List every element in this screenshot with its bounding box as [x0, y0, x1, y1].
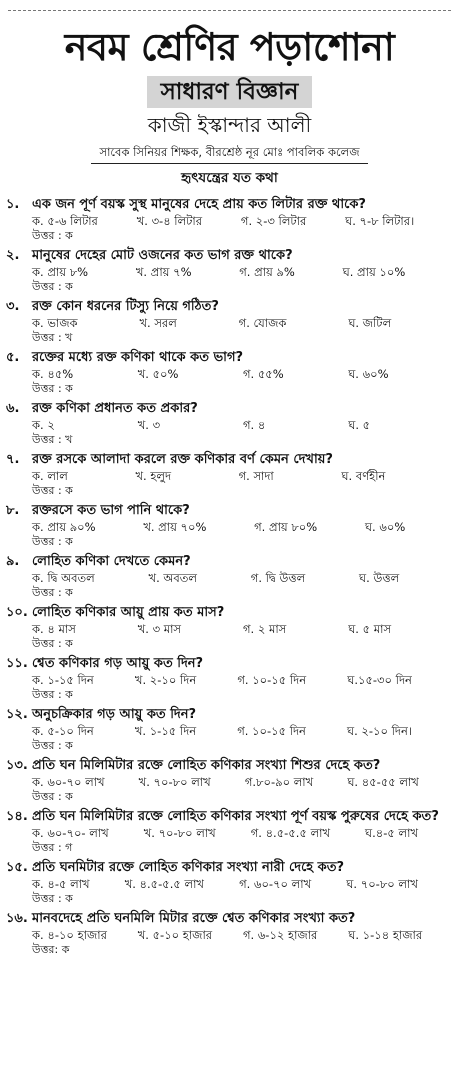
question-number: ৩. [6, 299, 20, 314]
option-kha: খ. ৩ মাস [137, 622, 182, 636]
question-line [6, 706, 453, 723]
question-text: প্রতি ঘনমিটার রক্তে লোহিত কণিকার সংখ্যা নারী দেহে কত? [32, 860, 345, 875]
option-gha: ঘ. ৭-৮ লিটার। [345, 214, 415, 228]
question-text: মানুষের দেহের মোট ওজনের কত ভাগ রক্ত থাকে? [32, 248, 293, 263]
option-ga: গ. ৬০-৭০ লাখ [239, 877, 312, 891]
question-line [6, 553, 453, 570]
options-row [6, 927, 453, 943]
option-kha: খ. প্রায় ৭% [135, 265, 192, 279]
options-row [6, 417, 453, 433]
question-line [6, 349, 453, 366]
option-ka: ক. ২ [32, 418, 55, 432]
options-row [6, 774, 453, 790]
options-row [6, 519, 453, 535]
option-ga: গ. প্রায় ৮০% [254, 520, 318, 534]
option-ka: ক. ৪-৫ লাখ [32, 877, 90, 891]
question-number: ২. [6, 248, 20, 263]
question-text: মানবদেহে প্রতি ঘনমিলি মিটার রক্তে শ্বেত কণিকার সংখ্যা কত? [32, 911, 356, 926]
question-text: রক্ত রসকে আলাদা করলে রক্ত কণিকার বর্ণ কেমন দেখায়? [32, 452, 333, 467]
question-item [6, 553, 453, 600]
option-ka: ক. লাল [32, 469, 68, 483]
option-kha: খ. ৩-৪ লিটার [136, 214, 203, 228]
question-number: ১৪. [6, 809, 28, 824]
answer-line: উত্তর : খ [32, 433, 73, 446]
answer-line: উত্তর : ক [32, 790, 73, 803]
author-designation: সাবেক সিনিয়র শিক্ষক, বীরশ্রেষ্ঠ নূর মোঃ পাবলিক কলেজ [91, 142, 367, 164]
question-item [6, 706, 453, 753]
option-ka: ক. ৬০-৭০ লাখ [32, 775, 105, 789]
option-gha: ঘ.১৫-৩০ দিন [347, 673, 412, 687]
options-row [6, 264, 453, 280]
option-kha: খ. ৩ [137, 418, 161, 432]
question-text: প্রতি ঘন মিলিমিটার রক্তে লোহিত কণিকার সংখ্যা পূর্ণ বয়স্ক পুরুষের দেহে কত? [32, 809, 439, 824]
question-line [6, 604, 453, 621]
answer-line: উত্তর : ক [32, 229, 73, 242]
question-number: ৯. [6, 554, 20, 569]
options-row [6, 621, 453, 637]
answer-line: উত্তর: ক [32, 943, 70, 956]
question-line [6, 451, 453, 468]
option-kha: খ. প্রায় ৭০% [143, 520, 207, 534]
question-item [6, 859, 453, 906]
option-ga: গ. ৪.৫-৫.৫ লাখ [250, 826, 331, 840]
option-ga: গ. ১০-১৫ দিন [237, 724, 306, 738]
subject-banner [0, 76, 459, 108]
option-ga: গ. ১০-১৫ দিন [237, 673, 307, 687]
option-kha: খ. ৭০-৮০ লাখ [138, 775, 211, 789]
answer-line: উত্তর : ক [32, 382, 73, 395]
question-item [6, 196, 453, 243]
question-number: ৬. [6, 401, 20, 416]
question-number: ১. [6, 197, 20, 212]
answer-line: উত্তর : ক [32, 688, 73, 701]
question-number: ১২. [6, 707, 28, 722]
answer-line: উত্তর : ক [32, 484, 73, 497]
question-number: ৫. [6, 350, 20, 365]
option-kha: খ. ৪.৫-৫.৫ লাখ [124, 877, 204, 891]
option-ka: ক. প্রায় ৯০% [32, 520, 96, 534]
question-line [6, 247, 453, 264]
question-text: লোহিত কণিকার আয়ু প্রায় কত মাস? [32, 605, 225, 620]
question-line [6, 298, 453, 315]
option-gha: ঘ. ৫ [348, 418, 371, 432]
options-row [6, 672, 453, 688]
option-ka: ক. ৬০-৭০- লাখ [32, 826, 109, 840]
question-text: প্রতি ঘন মিলিমিটার রক্তে লোহিত কণিকার সংখ্যা শিশুর দেহে কত? [32, 758, 381, 773]
section-title: হৃৎযন্ত্রের যত কথা [181, 170, 278, 186]
option-kha: খ. ৫০% [137, 367, 179, 381]
option-ga: গ. ২ মাস [242, 622, 287, 636]
option-ga: গ. দ্বি উত্তল [250, 571, 306, 585]
question-text: এক জন পূর্ণ বয়স্ক সুস্থ মানুষের দেহে প্রায় কত লিটার রক্ত থাকে? [32, 197, 366, 212]
answer-line: উত্তর : ক [32, 586, 73, 599]
question-text: রক্ত কণিকা প্রধানত কত প্রকার? [32, 401, 198, 416]
options-row [6, 876, 453, 892]
option-ka: ক. প্রায় ৮% [32, 265, 89, 279]
option-gha: ঘ.৪-৫ লাখ [365, 826, 418, 840]
option-ka: ক. দ্বি অবতল [32, 571, 95, 585]
option-kha: খ. ১-১৫ দিন [134, 724, 197, 738]
question-number: ১১. [6, 656, 28, 671]
option-kha: খ. হলুদ [135, 469, 171, 483]
option-gha: ঘ. ৫ মাস [348, 622, 392, 636]
question-number: ১০. [6, 605, 28, 620]
options-row [6, 570, 453, 586]
option-kha: খ. সরল [139, 316, 177, 330]
question-text: লোহিত কণিকা দেখতে কেমন? [32, 554, 191, 569]
question-line [6, 655, 453, 672]
question-line [6, 910, 453, 927]
option-ka: ক. ১-১৫ দিন [32, 673, 94, 687]
option-kha: খ. ৫-১০ হাজার [137, 928, 213, 942]
option-ga: গ. ৫৫% [242, 367, 284, 381]
question-number: ৭. [6, 452, 20, 467]
question-line [6, 808, 453, 825]
question-text: রক্তরসে কত ভাগ পানি থাকে? [32, 503, 190, 518]
option-ka: ক. ৫-১০ দিন [32, 724, 94, 738]
answer-line: উত্তর : গ [32, 841, 73, 854]
question-item [6, 655, 453, 702]
question-line [6, 400, 453, 417]
question-line [6, 196, 453, 213]
question-text: রক্তের মধ্যে রক্ত কণিকা থাকে কত ভাগ? [32, 350, 243, 365]
question-item [6, 757, 453, 804]
question-item [6, 451, 453, 498]
options-row [6, 468, 453, 484]
question-text: রক্ত কোন ধরনের টিস্যু নিয়ে গঠিত? [32, 299, 219, 314]
option-ka: ক. ৪৫% [32, 367, 74, 381]
question-text: শ্বেত কণিকার গড় আয়ু কত দিন? [32, 656, 204, 671]
question-number: ১৫. [6, 860, 28, 875]
question-line [6, 859, 453, 876]
answer-line: উত্তর : ক [32, 739, 73, 752]
option-gha: ঘ. ৪৫-৫৫ লাখ [347, 775, 419, 789]
question-item [6, 349, 453, 396]
option-gha: ঘ. প্রায় ১০% [342, 265, 406, 279]
option-ka: ক. ৪ মাস [32, 622, 76, 636]
option-ga: গ. যোজক [238, 316, 287, 330]
question-item [6, 247, 453, 294]
answer-line: উত্তর : ক [32, 637, 73, 650]
option-gha: ঘ. বর্ণহীন [341, 469, 386, 483]
question-item [6, 298, 453, 345]
option-gha: ঘ. ৬০% [348, 367, 389, 381]
options-row [6, 213, 453, 229]
top-dashed-border [8, 10, 451, 11]
option-gha: ঘ. ৭০-৮০ লাখ [346, 877, 418, 891]
option-kha: খ. অবতল [148, 571, 197, 585]
question-number: ১৬. [6, 911, 28, 926]
option-gha: ঘ. উত্তল [359, 571, 400, 585]
option-gha: ঘ. ২-১০ দিন। [346, 724, 412, 738]
option-ka: ক. ৫-৬ লিটার [32, 214, 98, 228]
question-line [6, 502, 453, 519]
options-row [6, 723, 453, 739]
option-gha: ঘ. ৬০% [364, 520, 406, 534]
page-header [0, 22, 459, 188]
question-item [6, 502, 453, 549]
option-ga: গ. ৬-১২ হাজার [242, 928, 318, 942]
question-list [6, 196, 453, 961]
option-ka: ক. ৪-১০ হাজার [32, 928, 107, 942]
question-item [6, 604, 453, 651]
question-number: ১৩. [6, 758, 28, 773]
question-item [6, 910, 453, 957]
answer-line: উত্তর : ক [32, 892, 73, 905]
answer-line: উত্তর : ক [32, 535, 73, 548]
answer-line: উত্তর : ক [32, 280, 73, 293]
question-item [6, 808, 453, 855]
answer-line: উত্তর : খ [32, 331, 73, 344]
option-kha: খ. ৭০-৮০ লাখ [143, 826, 216, 840]
options-row [6, 315, 453, 331]
option-ka: ক. ভাজক [32, 316, 78, 330]
option-kha: খ. ২-১০ দিন [134, 673, 197, 687]
option-ga: গ. প্রায় ৯% [239, 265, 295, 279]
option-gha: ঘ. জটিল [348, 316, 392, 330]
author-name: কাজী ইস্কান্দার আলী [147, 113, 312, 137]
option-ga: গ. সাদা [238, 469, 274, 483]
option-ga: গ.৮০-৯০ লাখ [244, 775, 314, 789]
question-line [6, 757, 453, 774]
subject-label: সাধারণ বিজ্ঞান [147, 76, 313, 108]
option-ga: গ. ২-৩ লিটার [240, 214, 307, 228]
option-ga: গ. ৪ [243, 418, 266, 432]
options-row [6, 825, 453, 841]
page-title: নবম শ্রেণির পড়াশোনা [64, 24, 395, 69]
question-item [6, 400, 453, 447]
option-gha: ঘ. ১-১৪ হাজার [348, 928, 423, 942]
question-text: অনুচক্রিকার গড় আয়ু কত দিন? [32, 707, 197, 722]
question-number: ৮. [6, 503, 20, 518]
options-row [6, 366, 453, 382]
